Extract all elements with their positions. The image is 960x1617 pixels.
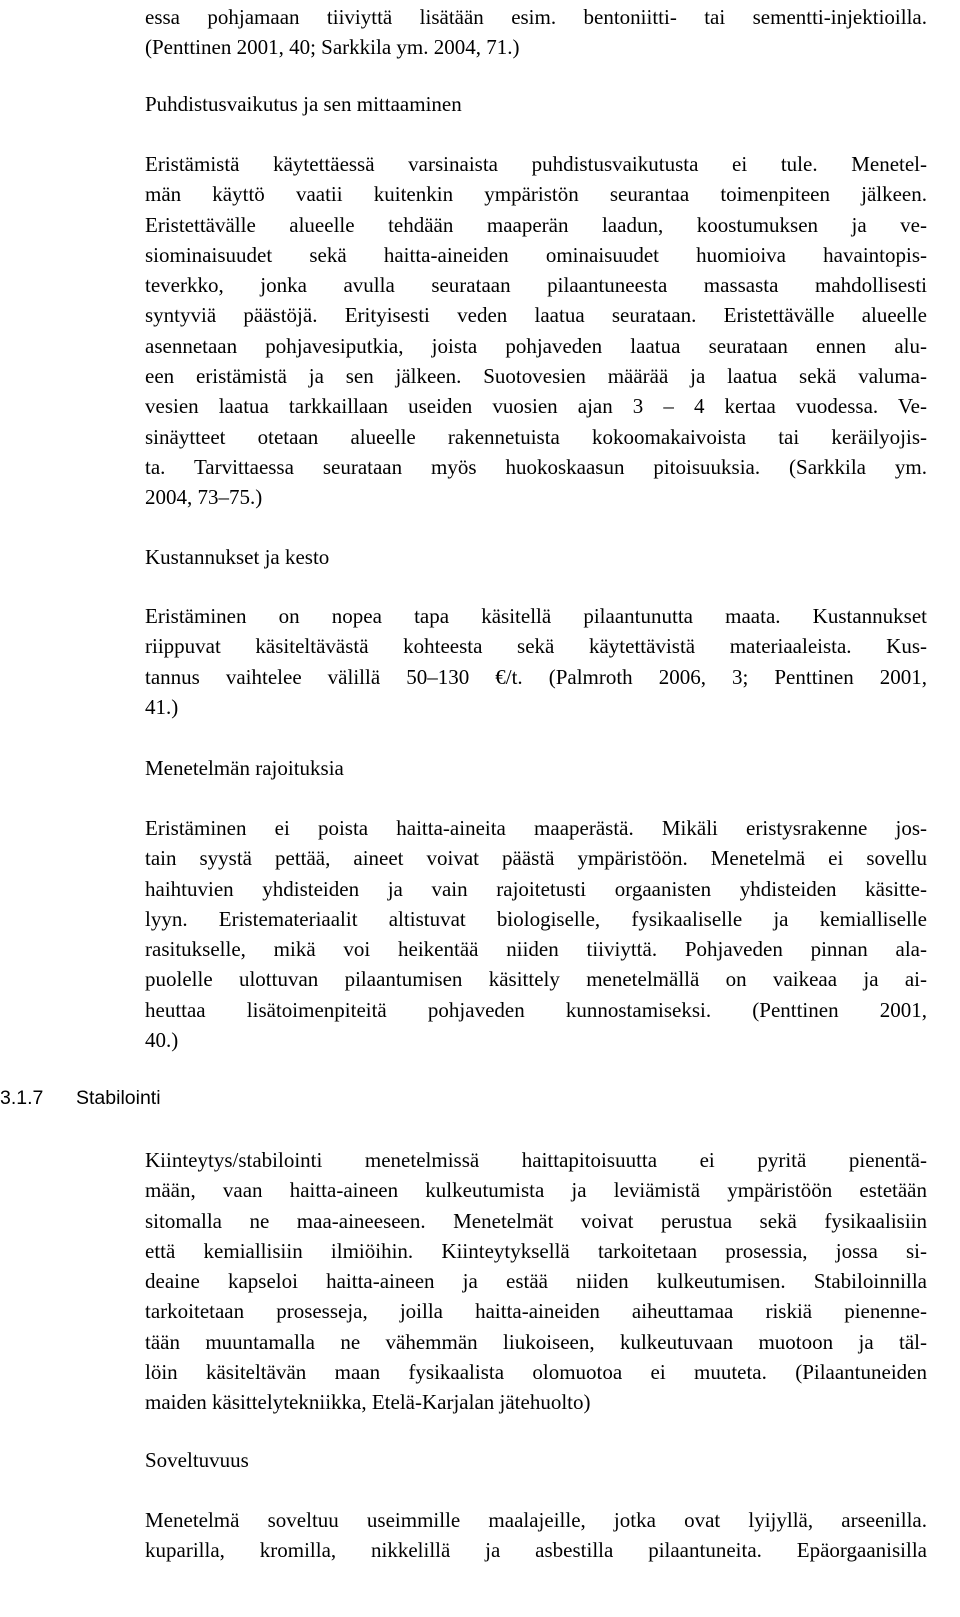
paragraph-injections [145,2,927,63]
text-line: deaine kapseloi haitta-aineen ja estää niiden kulkeutumisen. Stabiloinnilla [145,1269,927,1294]
text-line: tään muuntamalla ne vähemmän liukoiseen, kulkeutuvaan muotoon ja täl- [145,1329,927,1354]
text-line: 2004, 73–75.) [145,485,263,510]
paragraph-limitations [145,813,927,1055]
text-line: mään, vaan haitta-aineen kulkeutumista ja leviämistä ympäristöön estetään [145,1178,927,1203]
subheading-suitability: Soveltuvuus [145,1448,249,1472]
text-line: haihtuvien yhdisteiden ja vain rajoitetusti orgaanisten yhdisteiden käsitte- [145,876,927,901]
text-line: kuparilla, kromilla, nikkelillä ja asbestilla pilaantuneita. Epäorgaanisilla [145,1538,927,1563]
subheading-cleaning-effect: Puhdistusvaikutus ja sen mittaaminen [145,92,462,116]
text-line: siominaisuudet sekä haitta-aineiden ominaisuudet huomioiva havaintopis- [145,242,927,267]
subheading-costs: Kustannukset ja kesto [145,545,330,569]
text-line: tain syystä pettää, aineet voivat päästä ympäristöön. Menetelmä ei sovellu [145,846,927,871]
text-line: sitomalla ne maa-aineeseen. Menetelmät voivat perustua sekä fysikaalisiin [145,1208,927,1233]
text-line: lyyn. Eristemateriaalit altistuvat biologiselle, fysikaaliselle ja kemialliselle [145,906,927,931]
text-line: puolelle ulottuvan pilaantumisen käsittely menetelmällä on vaikeaa ja ai- [145,967,927,992]
text-line: heuttaa lisätoimenpiteitä pohjaveden kunnostamiseksi. (Penttinen 2001, [145,997,927,1022]
paragraph-stabilization [145,1145,927,1418]
text-line: tannus vaihtelee välillä 50–130 €/t. (Palmroth 2006, 3; Penttinen 2001, [145,664,927,689]
text-line: riippuvat käsiteltävästä kohteesta sekä käytettävistä materiaaleista. Kus- [145,634,927,659]
text-line: Menetelmä soveltuu useimmille maalajeille, jotka ovat lyijyllä, arseenilla. [145,1508,927,1532]
text-line: tarkoitetaan prosesseja, joilla haitta-aineiden aiheuttamaa riskiä pienenne- [145,1299,927,1324]
text-line: syntyviä päästöjä. Erityisesti veden laatua seurataan. Eristettävälle alueelle [145,303,927,328]
text-line: essa pohjamaan tiiviyttä lisätään esim. bentoniitti- tai sementti-injektioilla. [145,5,927,29]
text-line: maiden käsittelytekniikka, Etelä-Karjalan jätehuolto) [145,1390,591,1415]
section-number: 3.1.7 [0,1087,44,1109]
paragraph-cleaning-effect [145,149,927,513]
text-line: 41.) [145,694,179,719]
text-line: Eristäminen ei poista haitta-aineita maaperästä. Mikäli eristysrakenne jos- [145,816,927,840]
text-line: 40.) [145,1028,179,1053]
text-line: Kiinteytys/stabilointi menetelmissä haittapitoisuutta ei pyritä pienentä- [145,1148,927,1172]
text-line: asennetaan pohjavesiputkia, joista pohjaveden laatua seurataan ennen alu- [145,333,927,358]
paragraph-suitability [145,1505,927,1566]
text-line: (Penttinen 2001, 40; Sarkkila ym. 2004, 71.) [145,35,520,60]
text-line: että kemiallisiin ilmiöihin. Kiinteytyksellä tarkoitetaan prosessia, jossa si- [145,1238,927,1263]
text-line: Eristettävälle alueelle tehdään maaperän laadun, koostumuksen ja ve- [145,212,927,237]
text-line: een eristämistä ja sen jälkeen. Suotovesien määrää ja laatua sekä valuma- [145,364,927,389]
subheading-limitations: Menetelmän rajoituksia [145,756,344,780]
paragraph-costs [145,601,927,722]
text-line: Eristämistä käytettäessä varsinaista puhdistusvaikutusta ei tule. Menetel- [145,152,927,176]
section-heading [0,1084,161,1112]
text-line: Eristäminen on nopea tapa käsitellä pilaantunutta maata. Kustannukset [145,604,927,628]
text-line: teverkko, jonka avulla seurataan pilaantuneesta massasta mahdollisesti [145,273,927,298]
section-title: Stabilointi [76,1087,161,1109]
text-line: män käyttö vaatii kuitenkin ympäristön seurantaa toimenpiteen jälkeen. [145,182,927,207]
text-line: ta. Tarvittaessa seurataan myös huokoskaasun pitoisuuksia. (Sarkkila ym. [145,454,927,479]
text-line: löin käsiteltävän maan fysikaalista olomuotoa ei muuteta. (Pilaantuneiden [145,1360,927,1385]
text-line: sinäytteet otetaan alueelle rakennetuista kokoomakaivoista tai keräilyojis- [145,424,927,449]
text-line: rasitukselle, mikä voi heikentää niiden tiiviyttä. Pohjaveden pinnan ala- [145,937,927,962]
text-line: vesien laatua tarkkaillaan useiden vuosien ajan 3 – 4 kertaa vuodessa. Ve- [145,394,927,419]
